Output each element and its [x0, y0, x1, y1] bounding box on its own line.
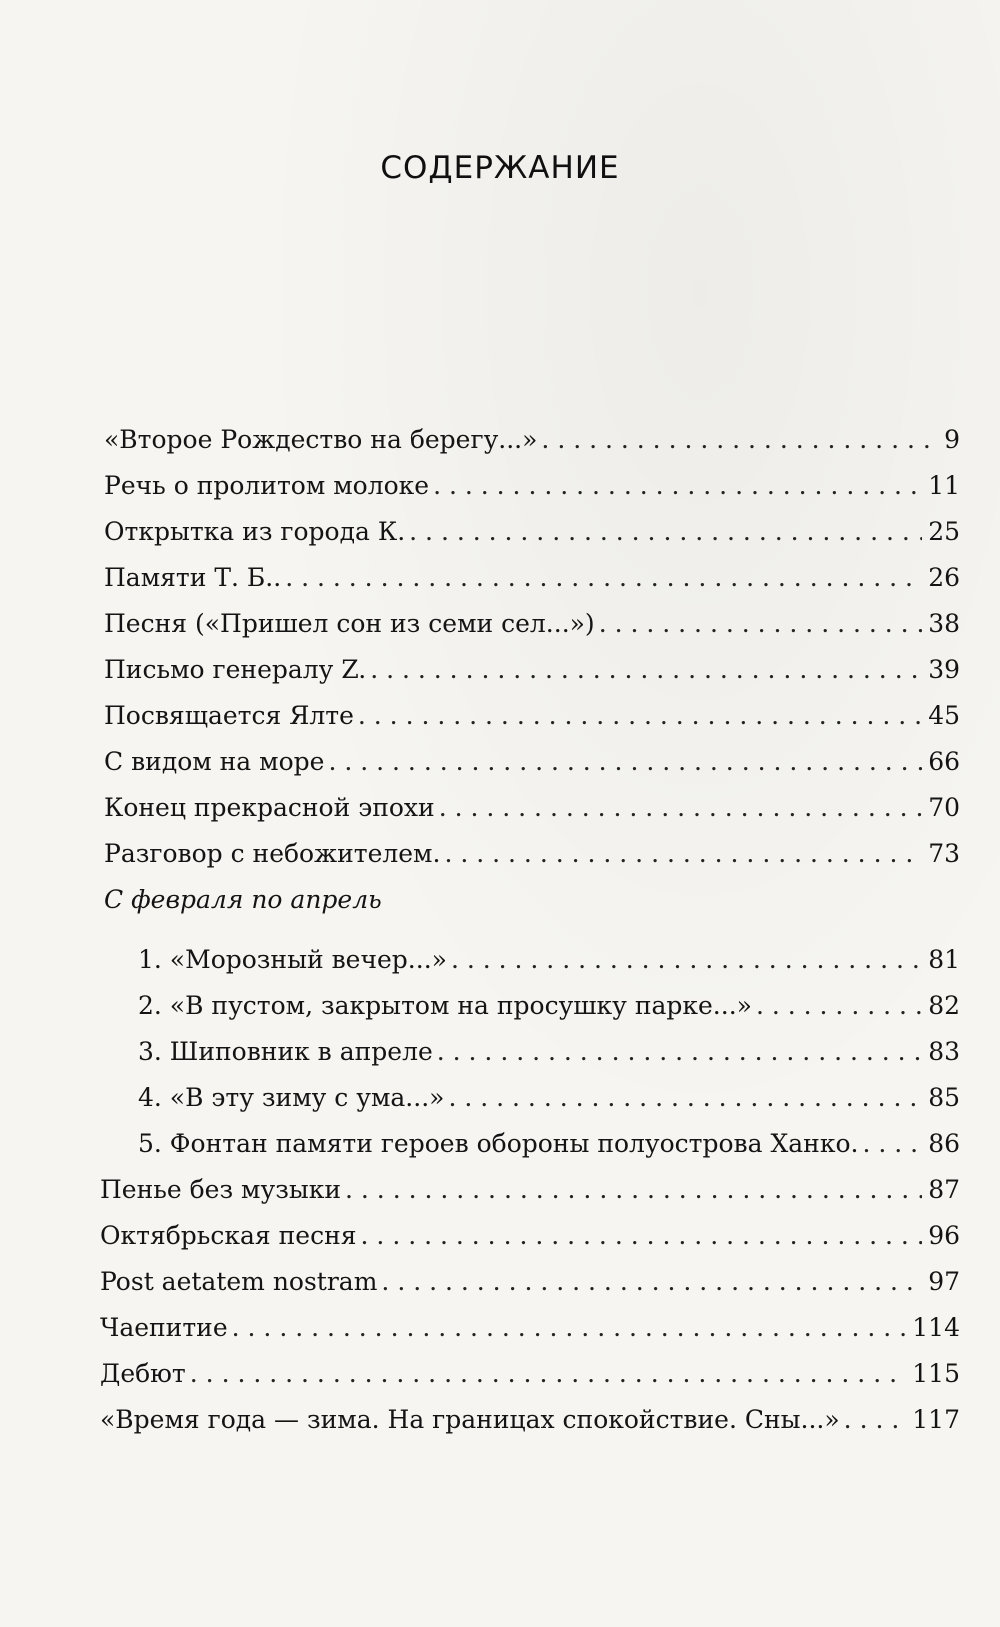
toc-entry-title: «Время года — зима. На границах спокойствие. Сны...» — [100, 1405, 840, 1434]
toc-leader-dots — [444, 834, 922, 874]
toc-leader-dots — [448, 1078, 922, 1118]
toc-subentry-title: 5. Фонтан памяти героев обороны полуострова Ханко. — [138, 1129, 859, 1158]
toc-entry-page: 25 — [928, 517, 960, 546]
toc-leader-dots — [409, 512, 922, 552]
toc-leader-dots — [437, 1032, 922, 1072]
toc-entry-page: 39 — [928, 655, 960, 684]
toc-entry-page: 115 — [912, 1359, 960, 1388]
toc-entry-title: Открытка из города К. — [104, 517, 406, 546]
toc-entry-title: Чаепитие — [100, 1313, 228, 1342]
toc-subentry-title: 4. «В эту зиму с ума...» — [138, 1083, 445, 1112]
toc-entry — [100, 1354, 960, 1394]
toc-subentry — [138, 1078, 960, 1118]
toc-entry — [104, 742, 960, 782]
toc-entry-title: Post aetatem nostram — [100, 1267, 378, 1296]
toc-entry-page: 66 — [928, 747, 960, 776]
toc-entry-title: Памяти Т. Б.. — [104, 563, 282, 592]
toc-entry-page: 87 — [928, 1175, 960, 1204]
toc-entry-page: 114 — [912, 1313, 960, 1342]
toc-subentry — [138, 1124, 960, 1164]
toc-entry — [100, 1216, 960, 1256]
toc-entry — [104, 696, 960, 736]
toc-entry-title: «Второе Рождество на берегу...» — [104, 425, 538, 454]
toc-entry-title: С видом на море — [104, 747, 325, 776]
toc-entry-title: Октябрьская песня — [100, 1221, 357, 1250]
toc-subentry — [138, 940, 960, 980]
toc-entry-title: Разговор с небожителем. — [104, 839, 441, 868]
toc-entry-page: 117 — [912, 1405, 960, 1434]
toc-leader-dots — [361, 1216, 923, 1256]
page-title: СОДЕРЖАНИЕ — [380, 150, 620, 186]
toc-entry — [104, 650, 960, 690]
toc-entry-page: 38 — [928, 609, 960, 638]
toc-leader-dots — [358, 696, 922, 736]
toc-entry — [100, 1400, 960, 1440]
toc-leader-dots — [756, 986, 922, 1026]
toc-leader-dots — [328, 742, 922, 782]
toc-entry — [100, 1308, 960, 1348]
toc-entry — [100, 1262, 960, 1302]
toc-entry — [104, 834, 960, 874]
toc-leader-dots — [439, 788, 923, 828]
toc-subentry-title: 2. «В пустом, закрытом на просушку парке...» — [138, 991, 752, 1020]
toc-subentry-page: 86 — [928, 1129, 960, 1158]
toc-entry — [104, 420, 960, 460]
toc-subentry-title: 1. «Морозный вечер...» — [138, 945, 447, 974]
toc-entry — [104, 788, 960, 828]
toc-entry-page: 73 — [928, 839, 960, 868]
toc-leader-dots — [599, 604, 923, 644]
toc-leader-dots — [451, 940, 922, 980]
toc-subentry-page: 85 — [928, 1083, 960, 1112]
toc-entry-page: 45 — [928, 701, 960, 730]
toc-leader-dots — [232, 1308, 907, 1348]
toc-subentry — [138, 986, 960, 1026]
toc-subentry-page: 82 — [928, 991, 960, 1020]
toc-section-title: С февраля по апрель — [104, 885, 382, 914]
toc-entry — [100, 1170, 960, 1210]
toc-entry — [104, 558, 960, 598]
toc-entry-page: 9 — [944, 425, 960, 454]
toc-subentry-page: 81 — [928, 945, 960, 974]
toc-leader-dots — [381, 1262, 922, 1302]
toc-entry-page: 96 — [928, 1221, 960, 1250]
toc-entry-title: Письмо генералу Z. — [104, 655, 367, 684]
toc-entry-page: 11 — [928, 471, 960, 500]
toc-entry-title: Конец прекрасной эпохи — [104, 793, 435, 822]
toc-leader-dots — [433, 466, 922, 506]
toc-entry — [104, 512, 960, 552]
toc-subentry-page: 83 — [928, 1037, 960, 1066]
toc-leader-dots — [370, 650, 922, 690]
toc-leader-dots — [345, 1170, 922, 1210]
toc-subentry-title: 3. Шиповник в апреле — [138, 1037, 433, 1066]
toc-entry-page: 97 — [928, 1267, 960, 1296]
toc-entry-page: 26 — [928, 563, 960, 592]
toc-entry-page: 70 — [928, 793, 960, 822]
toc-entry-title: Посвящается Ялте — [104, 701, 354, 730]
toc-entry-title: Пенье без музыки — [100, 1175, 342, 1204]
toc-entry — [104, 466, 960, 506]
toc-entry-title: Песня («Пришел сон из семи сел...») — [104, 609, 595, 638]
toc-leader-dots — [285, 558, 922, 598]
toc-subentry — [138, 1032, 960, 1072]
toc-entry — [104, 604, 960, 644]
toc-leader-dots — [844, 1400, 907, 1440]
toc-entry-title: Речь о пролитом молоке — [104, 471, 430, 500]
toc-leader-dots — [190, 1354, 907, 1394]
toc-entry-title: Дебют — [100, 1359, 186, 1388]
toc-leader-dots — [541, 420, 930, 460]
toc-leader-dots — [862, 1124, 922, 1164]
